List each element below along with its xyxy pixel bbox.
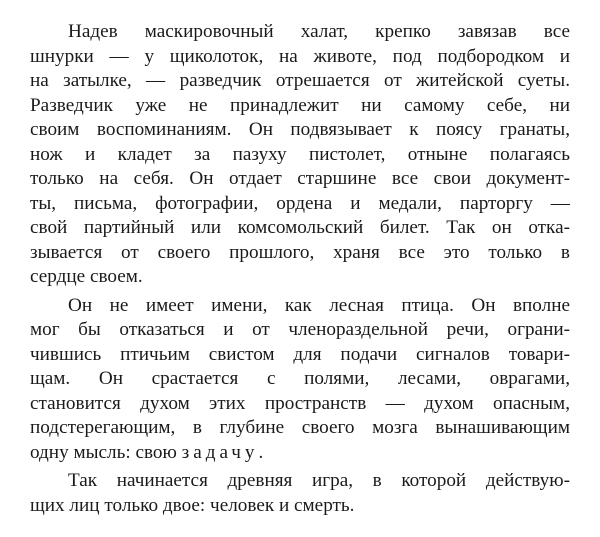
text-line: становится духом этих пространств — духом опасным, bbox=[30, 392, 570, 414]
text-line bbox=[30, 441, 570, 466]
text-line: свой партийный или комсомольский билет. Так он отка- bbox=[30, 217, 570, 238]
text-line: шнурки — у щиколоток, на животе, под подбородком и bbox=[30, 45, 570, 67]
text-line: только на себя. Он отдает старшине все свои документ- bbox=[30, 168, 570, 189]
text-line: мог бы отказаться и от членораздельной речи, ограни- bbox=[30, 319, 570, 340]
text-segment: одну мысль: свою bbox=[30, 441, 182, 463]
text-line: Он не имеет имени, как лесная птица. Он вполне bbox=[68, 294, 570, 316]
text-segment: . bbox=[258, 441, 264, 463]
text-line: зывается от своего прошлого, храня все это только в bbox=[30, 241, 570, 263]
text-line: ты, письма, фотографии, ордена и медали, парторгу — bbox=[30, 192, 570, 214]
text-line: на затылке, — разведчик отрешается от житейской суеты. bbox=[30, 70, 570, 91]
text-line: Надев маскировочный халат, крепко завязав все bbox=[68, 21, 570, 42]
text-line: подстерегающим, в глубине своего мозга вынашивающим bbox=[30, 417, 570, 438]
text-line: сердце своем. bbox=[30, 266, 143, 287]
spaced-emphasis: задачу bbox=[181, 441, 259, 463]
paragraph-2 bbox=[30, 294, 570, 466]
text-line: Так начинается древняя игра, в которой действую- bbox=[68, 470, 570, 491]
text-line: Разведчик уже не принадлежит ни самому себе, ни bbox=[30, 94, 570, 116]
text-line: нож и кладет за пазуху пистолет, отныне полагаясь bbox=[30, 143, 570, 165]
text-line: щих лиц только двое: человек и смерть. bbox=[30, 494, 355, 516]
text-line: чившись птичьим свистом для подачи сигналов товари- bbox=[30, 343, 570, 365]
text-page bbox=[30, 20, 570, 522]
paragraph-1 bbox=[30, 20, 570, 290]
text-line: щам. Он срастается с полями, лесами, оврагами, bbox=[30, 368, 570, 389]
paragraph-3 bbox=[30, 469, 570, 518]
text-line: своим воспоминаниям. Он подвязывает к поясу гранаты, bbox=[30, 119, 570, 140]
